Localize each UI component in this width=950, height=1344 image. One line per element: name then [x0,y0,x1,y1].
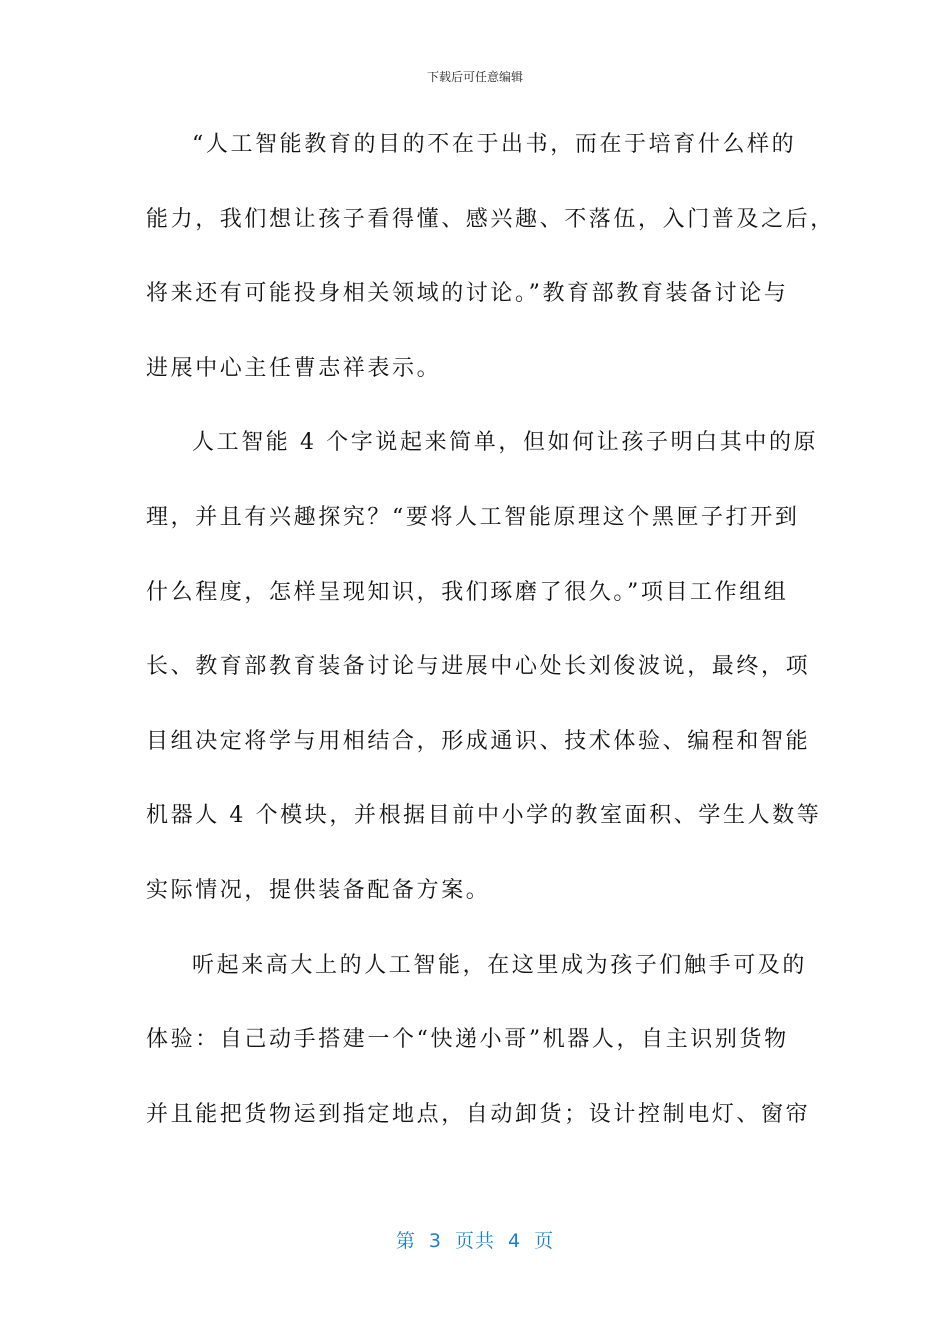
paragraph-2-line-5: 目组决定将学与用相结合，形成通识、技术体验、编程和智能 [146,728,811,754]
paragraph-2-line-1: 人工智能 4 个字说起来简单，但如何让孩子明白其中的原 [192,430,819,456]
header-note: 下载后可任意编辑 [426,70,523,84]
paragraph-1-line-1: “人工智能教育的目的不在于出书，而在于培育什么样的 [192,132,797,157]
paragraph-2-line-6: 机器人 4 个模块，并根据目前中小学的教室面积、学生人数等 [146,803,822,829]
paragraph-2-line-7: 实际情况，提供装备配备方案。 [146,877,491,903]
paragraph-1-line-2: 能力，我们想让孩子看得懂、感兴趣、不落伍，入门普及之后， [146,206,835,232]
paragraph-3-line-3: 并且能把货物运到指定地点，自动卸货；设计控制电灯、窗帘 [146,1101,811,1127]
paragraph-3-line-1: 听起来高大上的人工智能，在这里成为孩子们触手可及的 [192,952,808,978]
paragraph-1-line-4: 进展中心主任曹志祥表示。 [146,355,442,381]
paragraph-3-line-2: 体验：自己动手搭建一个“快递小哥”机器人，自主识别货物 [146,1027,789,1053]
paragraph-2-line-4: 长、教育部教育装备讨论与进展中心处长刘俊波说，最终，项 [146,654,811,680]
paragraph-2-line-3: 什么程度，怎样呈现知识，我们琢磨了很久。”项目工作组组 [146,579,789,605]
document-body [146,123,835,1167]
page-number-footer: 第 3 页共 4 页 [395,1230,555,1252]
paragraph-2-line-2: 理，并且有兴趣探究？“要将人工智能原理这个黑匣子打开到 [146,504,800,530]
paragraph-1-line-3: 将来还有可能投身相关领域的讨论。”教育部教育装备讨论与 [146,281,789,307]
